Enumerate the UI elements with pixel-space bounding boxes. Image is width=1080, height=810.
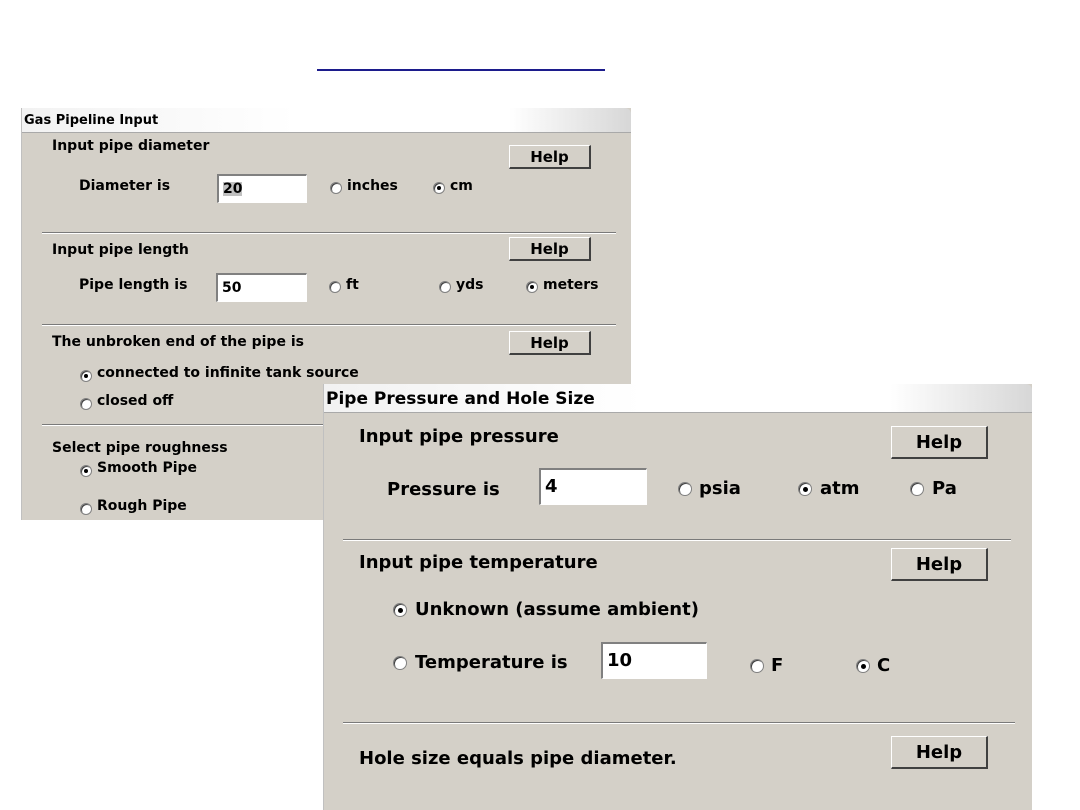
temperature-value-label: Temperature is (415, 652, 568, 673)
pressure-label: Pressure is (387, 479, 500, 500)
temperature-unit-f-radio[interactable] (750, 659, 764, 673)
length-input[interactable]: 50 (216, 273, 307, 302)
temperature-heading: Input pipe temperature (359, 552, 598, 573)
pressure-unit-pa-radio[interactable] (910, 482, 924, 496)
pipe-end-heading: The unbroken end of the pipe is (52, 334, 304, 350)
separator (343, 539, 1011, 541)
roughness-smooth-label: Smooth Pipe (97, 460, 198, 476)
temperature-unknown-label: Unknown (assume ambient) (415, 599, 699, 620)
pipe-end-closed-radio[interactable] (80, 398, 92, 410)
window-title: Pipe Pressure and Hole Size (326, 389, 595, 409)
length-unit-yds-radio[interactable] (439, 281, 451, 293)
pressure-unit-atm-label: atm (820, 478, 860, 499)
length-help-button[interactable]: Help (509, 237, 591, 261)
pressure-unit-psia-label: psia (699, 478, 741, 499)
length-heading: Input pipe length (52, 242, 189, 258)
length-label: Pipe length is (79, 277, 188, 293)
pressure-help-button[interactable]: Help (891, 426, 988, 459)
length-unit-meters-label: meters (543, 277, 599, 293)
roughness-rough-label: Rough Pipe (97, 498, 187, 514)
gas-pipeline-input-titlebar[interactable] (22, 108, 631, 133)
hole-size-text: Hole size equals pipe diameter. (359, 748, 677, 769)
temperature-input[interactable]: 10 (601, 642, 707, 679)
length-unit-yds-label: yds (456, 277, 484, 293)
temperature-unit-c-radio[interactable] (856, 659, 870, 673)
pressure-unit-pa-label: Pa (932, 478, 957, 499)
pressure-heading: Input pipe pressure (359, 426, 559, 447)
diameter-help-button[interactable]: Help (509, 145, 591, 169)
temperature-value-radio[interactable] (393, 656, 407, 670)
pressure-input[interactable]: 4 (539, 468, 647, 505)
pressure-unit-atm-radio[interactable] (798, 482, 812, 496)
temperature-unknown-radio[interactable] (393, 603, 407, 617)
pressure-unit-psia-radio[interactable] (678, 482, 692, 496)
roughness-heading: Select pipe roughness (52, 440, 228, 456)
pipe-pressure-titlebar[interactable] (324, 384, 1032, 413)
separator (42, 324, 616, 326)
pipe-end-closed-label: closed off (97, 393, 174, 409)
window-title: Gas Pipeline Input (24, 113, 159, 128)
length-unit-ft-radio[interactable] (329, 281, 341, 293)
title-underline (317, 69, 605, 71)
hole-size-help-button[interactable]: Help (891, 736, 988, 769)
separator (343, 722, 1015, 724)
temperature-unit-c-label: C (877, 655, 891, 676)
roughness-smooth-radio[interactable] (80, 465, 92, 477)
diameter-unit-cm-label: cm (450, 178, 473, 194)
pipe-end-help-button[interactable]: Help (509, 331, 591, 355)
temperature-help-button[interactable]: Help (891, 548, 988, 581)
length-unit-meters-radio[interactable] (526, 281, 538, 293)
separator (42, 232, 616, 234)
pipe-end-connected-radio[interactable] (80, 370, 92, 382)
diameter-unit-cm-radio[interactable] (433, 182, 445, 194)
diameter-input[interactable]: 20 (217, 174, 307, 203)
temperature-unit-f-label: F (771, 655, 784, 676)
roughness-rough-radio[interactable] (80, 503, 92, 515)
pipe-end-connected-label: connected to infinite tank source (97, 365, 359, 381)
diameter-unit-inches-label: inches (347, 178, 398, 194)
diameter-unit-inches-radio[interactable] (330, 182, 342, 194)
pipe-pressure-window (323, 384, 1032, 810)
diameter-heading: Input pipe diameter (52, 138, 210, 154)
length-unit-ft-label: ft (346, 277, 359, 293)
diameter-label: Diameter is (79, 178, 171, 194)
